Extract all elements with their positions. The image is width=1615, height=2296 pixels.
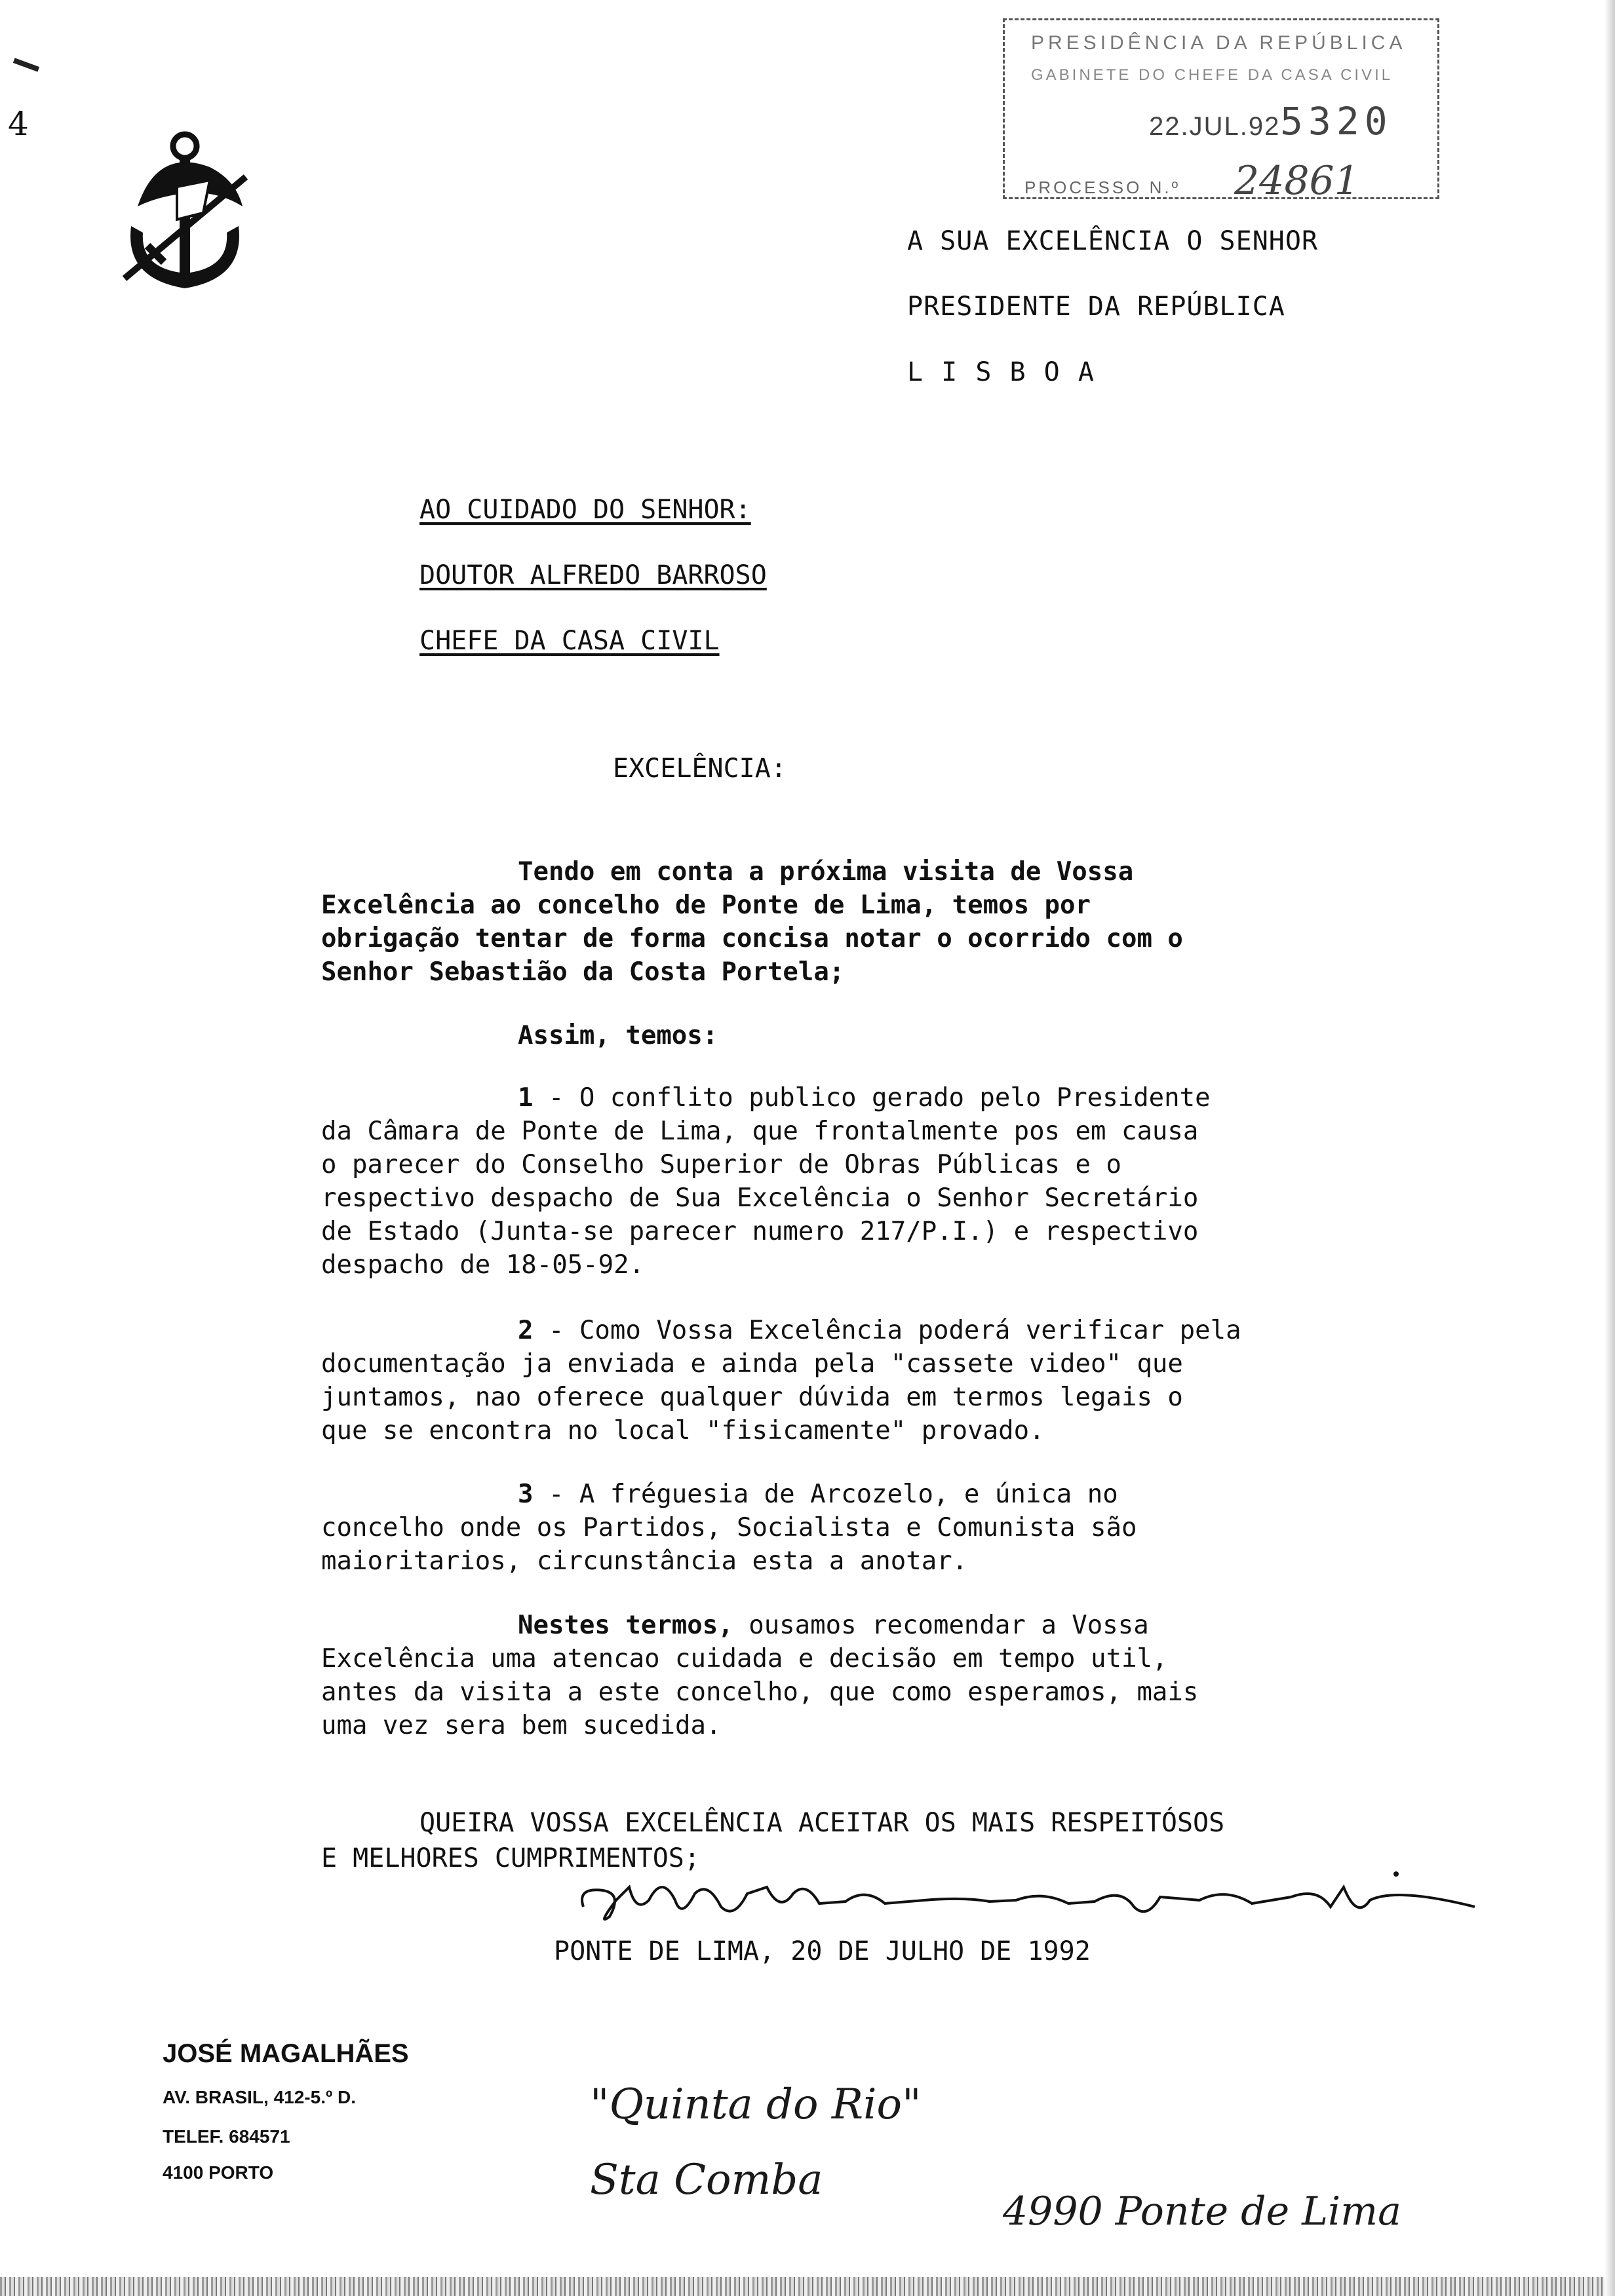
paragraph-intro-rest: Excelência ao concelho de Ponte de Lima, temos por obrigação tentar de forma concisa notar o ocorrido com o Senhor Sebastião da Costa Portela; bbox=[321, 890, 1183, 987]
sender-phone: TELEF. 684571 bbox=[163, 2126, 290, 2147]
recipient-line1: A SUA EXCELÊNCIA O SENHOR bbox=[907, 226, 1319, 256]
conclusion-rest: Excelência uma atencao cuidada e decisão em tempo util, antes da visita a este concelho, que como esperamos, mais uma vez sera bem sucedida. bbox=[321, 1644, 1199, 1740]
sender-city: 4100 PORTO bbox=[163, 2162, 274, 2183]
point-3-number: 3 bbox=[518, 1480, 534, 1509]
conclusion-first: ousamos recomendar a Vossa bbox=[733, 1611, 1149, 1640]
recipient-line3: L I S B O A bbox=[907, 357, 1095, 387]
stamp-date: 22.JUL.92 bbox=[1149, 112, 1281, 141]
point-3-first: - A fréguesia de Arcozelo, e única no bbox=[533, 1480, 1118, 1509]
margin-mark-top bbox=[13, 58, 39, 71]
place-date: PONTE DE LIMA, 20 DE JULHO DE 1992 bbox=[554, 1936, 1091, 1966]
scan-border-bottom bbox=[0, 2277, 1615, 2296]
stamp-process-label: PROCESSO N.º bbox=[1024, 178, 1181, 197]
paragraph-assim: Assim, temos: bbox=[518, 1021, 718, 1050]
handwritten-line2: Sta Comba bbox=[590, 2156, 823, 2204]
paragraph-conclusion bbox=[321, 1609, 1462, 1742]
stamp-line2: GABINETE DO CHEFE DA CASA CIVIL bbox=[1031, 66, 1393, 84]
attention-line2: DOUTOR ALFREDO BARROSO bbox=[419, 560, 767, 590]
conclusion-lead: Nestes termos, bbox=[518, 1611, 733, 1640]
stamp-process-number: 24861 bbox=[1234, 158, 1359, 204]
recipient-line2: PRESIDENTE DA REPÚBLICA bbox=[907, 292, 1285, 322]
closing-text: QUEIRA VOSSA EXCELÊNCIA ACEITAR OS MAIS RESPEITÓSOS E MELHORES CUMPRIMENTOS; bbox=[321, 1808, 1225, 1873]
paragraph-point-3 bbox=[321, 1478, 1462, 1578]
sender-name: JOSÉ MAGALHÃES bbox=[163, 2039, 409, 2068]
margin-mark: 4 bbox=[8, 105, 29, 143]
point-3-rest: concelho onde os Partidos, Socialista e Comunista são maioritarios, circunstância esta a anotar. bbox=[321, 1513, 1137, 1576]
point-2-number: 2 bbox=[518, 1316, 534, 1345]
emblem-logo bbox=[111, 128, 256, 298]
stamp-line1: PRESIDÊNCIA DA REPÚBLICA bbox=[1031, 32, 1407, 54]
handwritten-line3: 4990 Ponte de Lima bbox=[1003, 2189, 1401, 2234]
stamp-number: 5320 bbox=[1280, 99, 1393, 144]
point-2-rest: documentação ja enviada e ainda pela "cassete video" que juntamos, nao oferece qualquer dúvida em termos legais o que se encontra no local "fisicamente" provado. bbox=[321, 1349, 1183, 1445]
paragraph-intro-lead: Tendo em conta a próxima visita de Vossa bbox=[518, 857, 1134, 887]
attention-line3: CHEFE DA CASA CIVIL bbox=[419, 626, 720, 656]
point-1-rest: da Câmara de Ponte de Lima, que frontalmente pos em causa o parecer do Conselho Superior de Obras Públicas e o respectivo despacho de Sua Excelência o Senhor Secretário de Estado (Junta-se parecer numero 217/P.I.) e respectivo despacho de 18-05-92. bbox=[321, 1117, 1199, 1280]
attention-line1: AO CUIDADO DO SENHOR: bbox=[419, 495, 751, 525]
point-1-first: - O conflito publico gerado pelo Presidente bbox=[533, 1083, 1211, 1113]
handwritten-line1: "Quinta do Rio" bbox=[590, 2080, 922, 2129]
point-1-number: 1 bbox=[518, 1083, 534, 1113]
paragraph-intro bbox=[321, 855, 1462, 989]
signature bbox=[570, 1861, 1488, 1933]
sender-address: AV. BRASIL, 412-5.º D. bbox=[163, 2087, 356, 2107]
salutation: EXCELÊNCIA: bbox=[613, 754, 787, 784]
reception-stamp bbox=[1003, 18, 1439, 204]
paragraph-point-2 bbox=[321, 1314, 1462, 1447]
paragraph-point-1 bbox=[321, 1081, 1462, 1282]
point-2-first: - Como Vossa Excelência poderá verificar pela bbox=[533, 1316, 1241, 1345]
scan-border-right bbox=[1605, 0, 1615, 2296]
